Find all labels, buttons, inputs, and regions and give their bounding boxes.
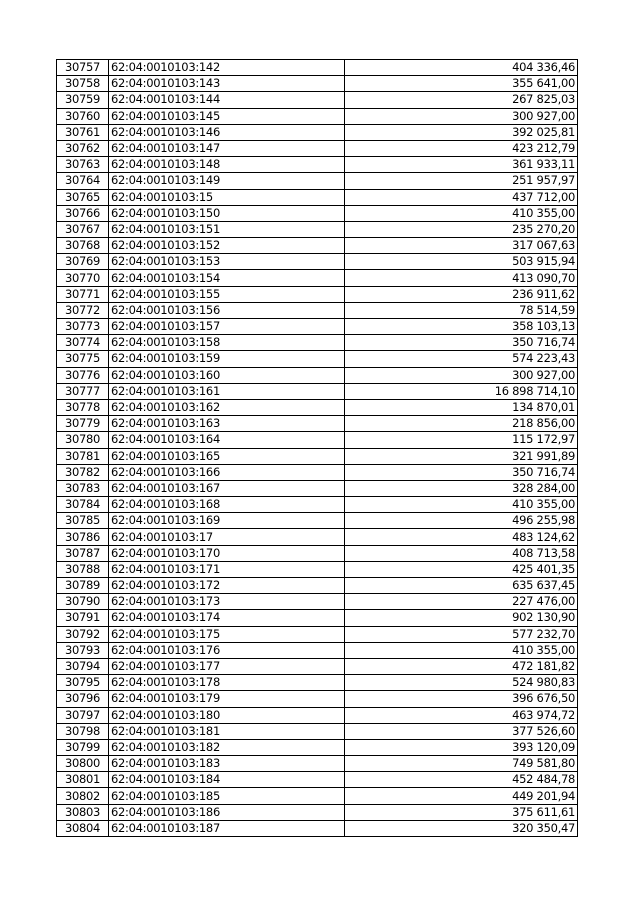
table-row [57,189,578,205]
cadastral-number-cell: 62:04:0010103:179 [109,691,345,707]
cadastral-value-cell: 236 911,62 [345,286,578,302]
cadastral-value-cell: 78 514,59 [345,302,578,318]
table-row [57,221,578,237]
row-number-cell: 30771 [57,286,109,302]
row-number-cell: 30792 [57,626,109,642]
row-number-cell: 30784 [57,497,109,513]
row-number-cell: 30761 [57,124,109,140]
table-row [57,254,578,270]
cadastral-value-cell: 300 927,00 [345,367,578,383]
row-number-cell: 30787 [57,545,109,561]
table-row [57,351,578,367]
cadastral-number-cell: 62:04:0010103:155 [109,286,345,302]
row-number-cell: 30769 [57,254,109,270]
cadastral-number-cell: 62:04:0010103:178 [109,675,345,691]
cadastral-value-cell: 408 713,58 [345,545,578,561]
cadastral-value-cell: 375 611,61 [345,804,578,820]
cadastral-number-cell: 62:04:0010103:150 [109,205,345,221]
cadastral-value-cell: 115 172,97 [345,432,578,448]
cadastral-value-cell: 355 641,00 [345,76,578,92]
table-row [57,60,578,76]
cadastral-value-cell: 350 716,74 [345,464,578,480]
cadastral-number-cell: 62:04:0010103:182 [109,739,345,755]
row-number-cell: 30767 [57,221,109,237]
row-number-cell: 30770 [57,270,109,286]
cadastral-number-cell: 62:04:0010103:153 [109,254,345,270]
row-number-cell: 30799 [57,739,109,755]
row-number-cell: 30766 [57,205,109,221]
table-row [57,157,578,173]
row-number-cell: 30773 [57,319,109,335]
cadastral-number-cell: 62:04:0010103:169 [109,513,345,529]
cadastral-value-cell: 577 232,70 [345,626,578,642]
cadastral-value-cell: 16 898 714,10 [345,383,578,399]
row-number-cell: 30802 [57,788,109,804]
cadastral-number-cell: 62:04:0010103:184 [109,772,345,788]
table-row [57,529,578,545]
cadastral-number-cell: 62:04:0010103:157 [109,319,345,335]
table-row [57,804,578,820]
table-row [57,108,578,124]
cadastral-number-cell: 62:04:0010103:149 [109,173,345,189]
cadastral-value-cell: 437 712,00 [345,189,578,205]
table-row [57,286,578,302]
cadastral-number-cell: 62:04:0010103:160 [109,367,345,383]
cadastral-value-cell: 321 991,89 [345,448,578,464]
cadastral-value-cell: 320 350,47 [345,820,578,836]
cadastral-value-cell: 483 124,62 [345,529,578,545]
cadastral-value-table [56,59,578,837]
cadastral-value-cell: 574 223,43 [345,351,578,367]
row-number-cell: 30796 [57,691,109,707]
cadastral-value-cell: 404 336,46 [345,60,578,76]
table-row [57,723,578,739]
table-row [57,594,578,610]
row-number-cell: 30803 [57,804,109,820]
table-row [57,756,578,772]
cadastral-value-cell: 227 476,00 [345,594,578,610]
cadastral-number-cell: 62:04:0010103:161 [109,383,345,399]
table-row [57,545,578,561]
table-body [57,60,578,837]
cadastral-number-cell: 62:04:0010103:146 [109,124,345,140]
row-number-cell: 30758 [57,76,109,92]
cadastral-value-cell: 377 526,60 [345,723,578,739]
table-row [57,124,578,140]
cadastral-number-cell: 62:04:0010103:166 [109,464,345,480]
row-number-cell: 30793 [57,642,109,658]
cadastral-number-cell: 62:04:0010103:162 [109,399,345,415]
cadastral-value-cell: 463 974,72 [345,707,578,723]
cadastral-number-cell: 62:04:0010103:175 [109,626,345,642]
cadastral-number-cell: 62:04:0010103:142 [109,60,345,76]
cadastral-number-cell: 62:04:0010103:170 [109,545,345,561]
row-number-cell: 30795 [57,675,109,691]
cadastral-number-cell: 62:04:0010103:185 [109,788,345,804]
table-row [57,739,578,755]
row-number-cell: 30760 [57,108,109,124]
table-row [57,383,578,399]
table-row [57,416,578,432]
row-number-cell: 30776 [57,367,109,383]
table-row [57,691,578,707]
cadastral-value-cell: 251 957,97 [345,173,578,189]
table-row [57,302,578,318]
row-number-cell: 30794 [57,658,109,674]
cadastral-number-cell: 62:04:0010103:17 [109,529,345,545]
cadastral-number-cell: 62:04:0010103:15 [109,189,345,205]
cadastral-number-cell: 62:04:0010103:144 [109,92,345,108]
cadastral-number-cell: 62:04:0010103:183 [109,756,345,772]
cadastral-value-cell: 393 120,09 [345,739,578,755]
table-row [57,497,578,513]
cadastral-value-cell: 358 103,13 [345,319,578,335]
row-number-cell: 30777 [57,383,109,399]
cadastral-value-cell: 410 355,00 [345,205,578,221]
cadastral-value-cell: 300 927,00 [345,108,578,124]
table-row [57,707,578,723]
table-row [57,610,578,626]
cadastral-number-cell: 62:04:0010103:167 [109,480,345,496]
cadastral-value-cell: 350 716,74 [345,335,578,351]
cadastral-value-cell: 749 581,80 [345,756,578,772]
cadastral-value-cell: 235 270,20 [345,221,578,237]
row-number-cell: 30763 [57,157,109,173]
row-number-cell: 30779 [57,416,109,432]
table-row [57,367,578,383]
table-row [57,270,578,286]
cadastral-number-cell: 62:04:0010103:163 [109,416,345,432]
table-row [57,642,578,658]
row-number-cell: 30781 [57,448,109,464]
cadastral-value-cell: 396 676,50 [345,691,578,707]
row-number-cell: 30785 [57,513,109,529]
cadastral-value-cell: 503 915,94 [345,254,578,270]
cadastral-number-cell: 62:04:0010103:174 [109,610,345,626]
table-row [57,772,578,788]
cadastral-number-cell: 62:04:0010103:148 [109,157,345,173]
row-number-cell: 30800 [57,756,109,772]
cadastral-number-cell: 62:04:0010103:159 [109,351,345,367]
table-row [57,480,578,496]
cadastral-value-cell: 410 355,00 [345,642,578,658]
cadastral-value-cell: 452 484,78 [345,772,578,788]
cadastral-number-cell: 62:04:0010103:154 [109,270,345,286]
cadastral-number-cell: 62:04:0010103:164 [109,432,345,448]
cadastral-value-cell: 425 401,35 [345,561,578,577]
row-number-cell: 30780 [57,432,109,448]
cadastral-value-cell: 392 025,81 [345,124,578,140]
row-number-cell: 30804 [57,820,109,836]
table-row [57,561,578,577]
row-number-cell: 30782 [57,464,109,480]
row-number-cell: 30778 [57,399,109,415]
cadastral-number-cell: 62:04:0010103:158 [109,335,345,351]
row-number-cell: 30759 [57,92,109,108]
cadastral-value-cell: 472 181,82 [345,658,578,674]
row-number-cell: 30797 [57,707,109,723]
table-row [57,675,578,691]
row-number-cell: 30790 [57,594,109,610]
cadastral-value-cell: 496 255,98 [345,513,578,529]
cadastral-number-cell: 62:04:0010103:147 [109,140,345,156]
row-number-cell: 30798 [57,723,109,739]
cadastral-value-cell: 449 201,94 [345,788,578,804]
cadastral-value-cell: 524 980,83 [345,675,578,691]
cadastral-number-cell: 62:04:0010103:187 [109,820,345,836]
table-row [57,173,578,189]
table-row [57,399,578,415]
row-number-cell: 30788 [57,561,109,577]
table-row [57,319,578,335]
row-number-cell: 30789 [57,578,109,594]
row-number-cell: 30801 [57,772,109,788]
table-row [57,76,578,92]
table-row [57,626,578,642]
row-number-cell: 30786 [57,529,109,545]
row-number-cell: 30757 [57,60,109,76]
row-number-cell: 30791 [57,610,109,626]
row-number-cell: 30762 [57,140,109,156]
cadastral-value-cell: 328 284,00 [345,480,578,496]
row-number-cell: 30772 [57,302,109,318]
cadastral-value-cell: 902 130,90 [345,610,578,626]
cadastral-number-cell: 62:04:0010103:173 [109,594,345,610]
table-row [57,658,578,674]
row-number-cell: 30764 [57,173,109,189]
table-row [57,335,578,351]
row-number-cell: 30775 [57,351,109,367]
cadastral-number-cell: 62:04:0010103:180 [109,707,345,723]
table-row [57,578,578,594]
cadastral-number-cell: 62:04:0010103:165 [109,448,345,464]
cadastral-value-cell: 410 355,00 [345,497,578,513]
table-row [57,788,578,804]
row-number-cell: 30765 [57,189,109,205]
cadastral-number-cell: 62:04:0010103:151 [109,221,345,237]
cadastral-number-cell: 62:04:0010103:171 [109,561,345,577]
row-number-cell: 30774 [57,335,109,351]
cadastral-number-cell: 62:04:0010103:143 [109,76,345,92]
table-row [57,238,578,254]
cadastral-number-cell: 62:04:0010103:181 [109,723,345,739]
table-row [57,205,578,221]
table-row [57,432,578,448]
cadastral-number-cell: 62:04:0010103:177 [109,658,345,674]
cadastral-value-cell: 423 212,79 [345,140,578,156]
cadastral-value-cell: 218 856,00 [345,416,578,432]
cadastral-value-cell: 317 067,63 [345,238,578,254]
table-row [57,464,578,480]
cadastral-number-cell: 62:04:0010103:176 [109,642,345,658]
table-row [57,448,578,464]
cadastral-number-cell: 62:04:0010103:145 [109,108,345,124]
cadastral-value-cell: 635 637,45 [345,578,578,594]
table-row [57,140,578,156]
cadastral-value-cell: 267 825,03 [345,92,578,108]
cadastral-number-cell: 62:04:0010103:186 [109,804,345,820]
cadastral-number-cell: 62:04:0010103:152 [109,238,345,254]
cadastral-number-cell: 62:04:0010103:156 [109,302,345,318]
table-row [57,92,578,108]
cadastral-value-cell: 361 933,11 [345,157,578,173]
cadastral-value-cell: 134 870,01 [345,399,578,415]
row-number-cell: 30783 [57,480,109,496]
row-number-cell: 30768 [57,238,109,254]
cadastral-number-cell: 62:04:0010103:172 [109,578,345,594]
table-row [57,820,578,836]
cadastral-number-cell: 62:04:0010103:168 [109,497,345,513]
table-row [57,513,578,529]
cadastral-value-cell: 413 090,70 [345,270,578,286]
